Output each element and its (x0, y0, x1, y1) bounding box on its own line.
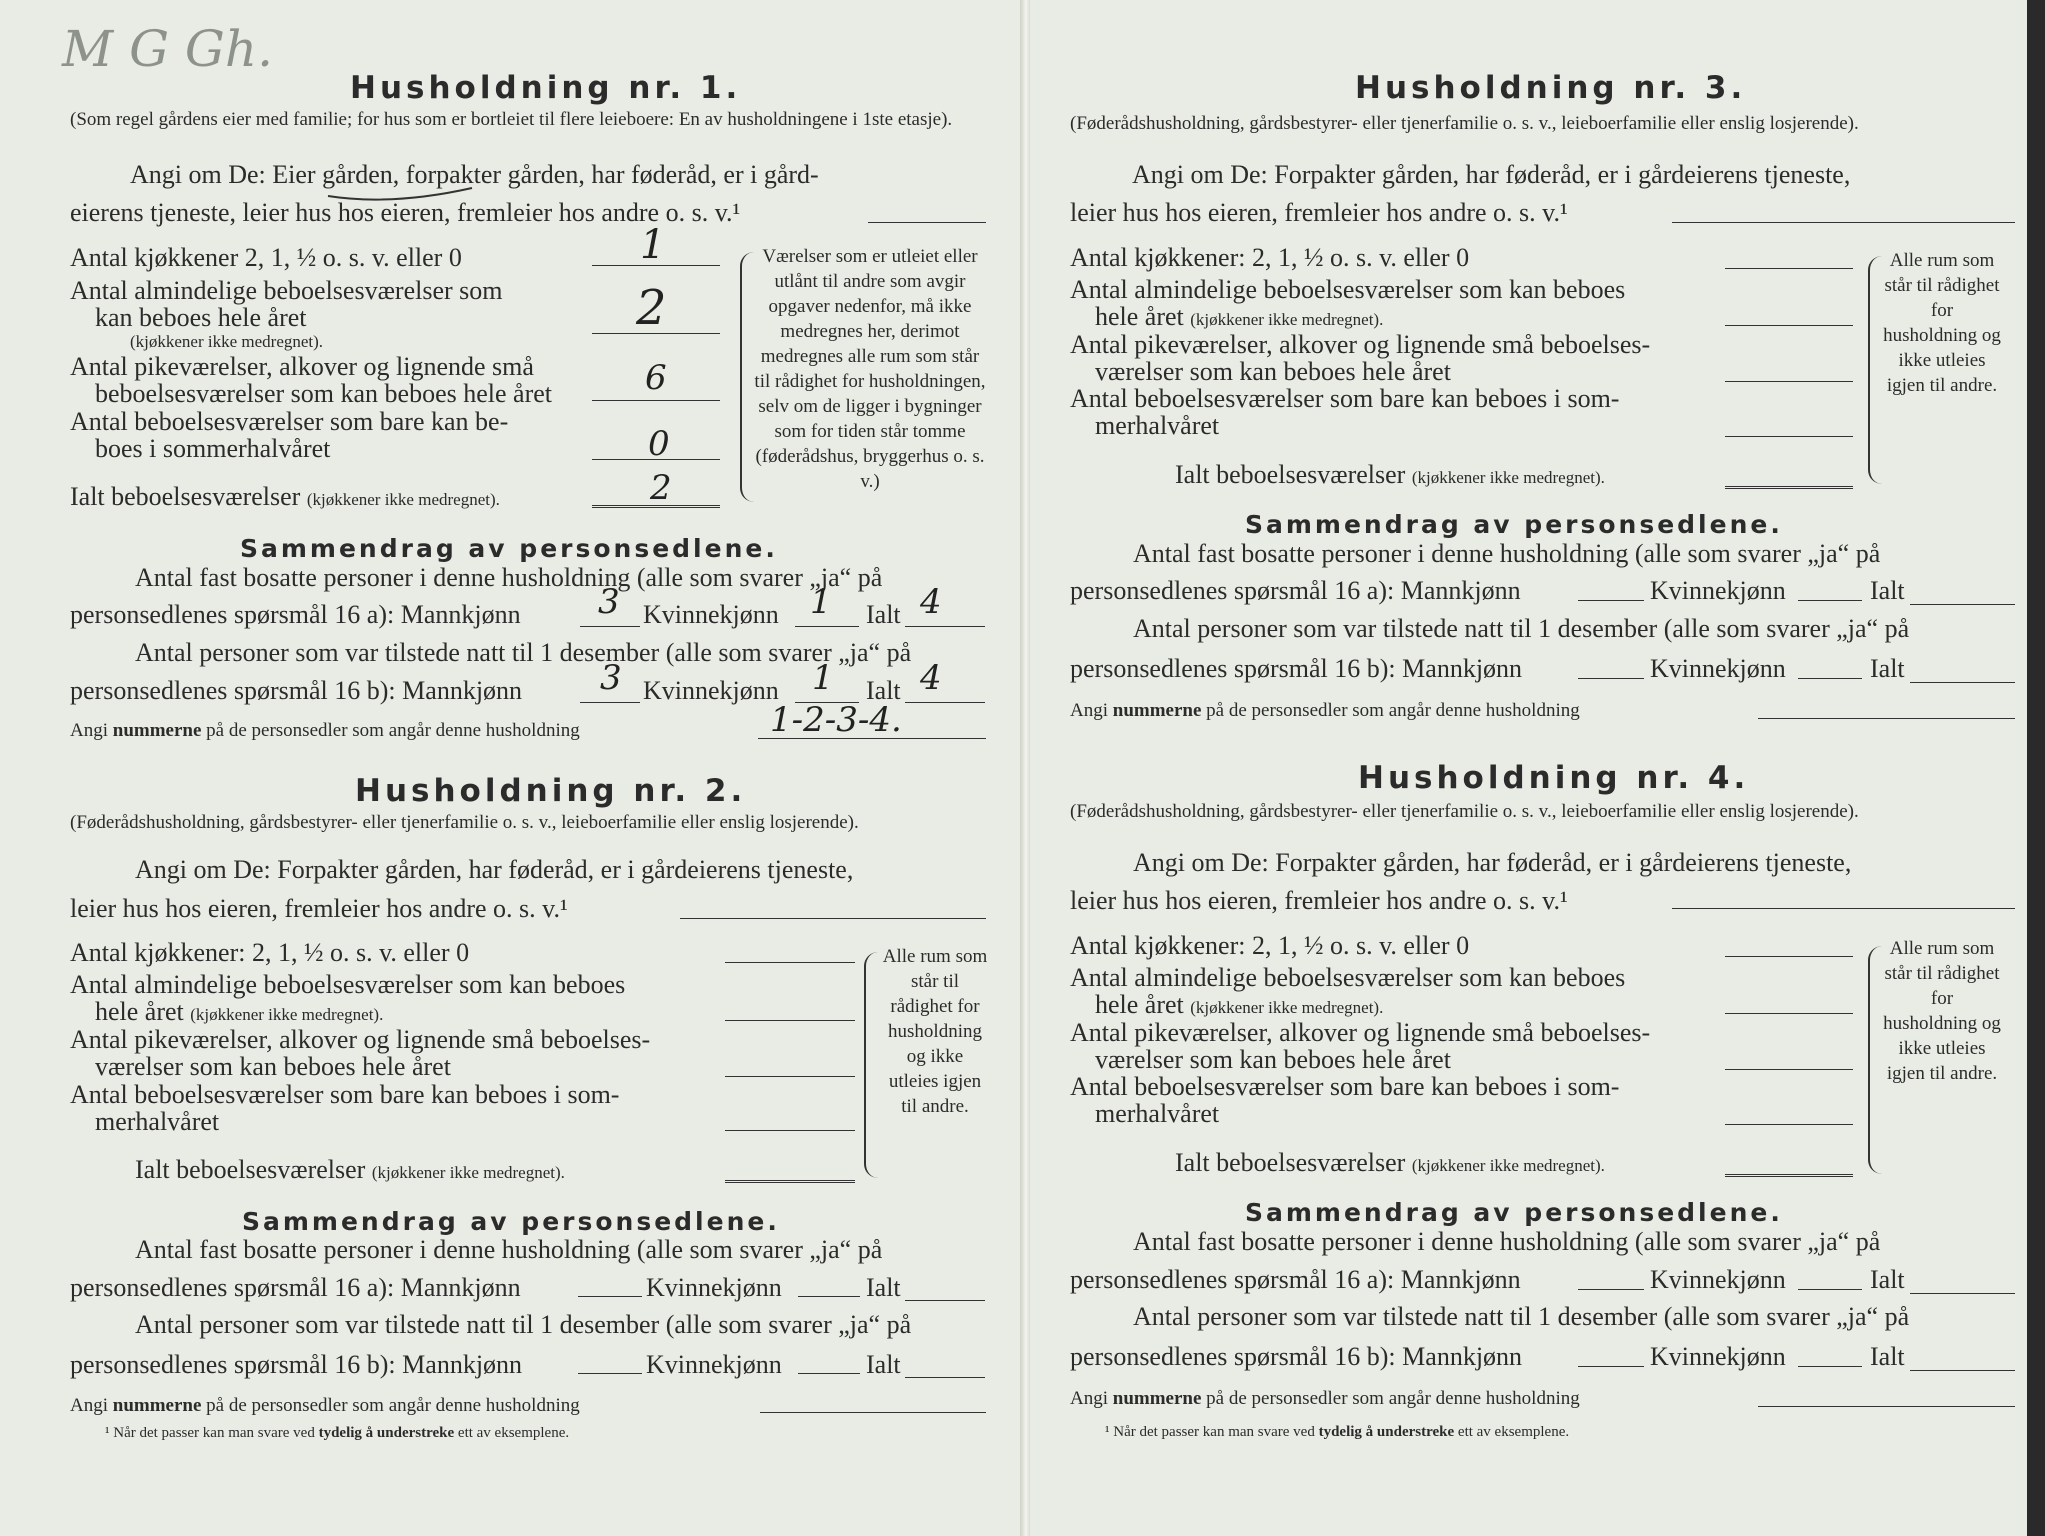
household-3-maid-label2: værelser som kan beboes hele året (1095, 357, 1451, 386)
household-4-sum-a-line1: Antal fast bosatte personer i denne husholdning (alle som svarer „ja“ på (1133, 1227, 1881, 1256)
household-3-maid-label1: Antal pikeværelser, alkover og lignende små beboelses- (1070, 330, 1651, 359)
ordinary-note: (kjøkkener ikke medregnet). (190, 1005, 384, 1024)
total-label: Ialt (866, 1350, 901, 1379)
line (795, 626, 859, 627)
line (1798, 600, 1862, 601)
sum-a-label: personsedlenes spørsmål 16 a): Mannkjønn (70, 600, 521, 629)
household-4-maid-label1: Antal pikeværelser, alkover og lignende små beboelses- (1070, 1018, 1651, 1047)
line (578, 1296, 642, 1297)
household-4-sum-a-line2: personsedlenes spørsmål 16 a): Mannkjønn (1070, 1265, 1521, 1294)
line (1725, 486, 1853, 489)
household-1-summer-label1: Antal beboelsesværelser som bare kan be- (70, 407, 509, 436)
line (1672, 222, 2015, 223)
numbers-bold: nummerne (1112, 1388, 1202, 1409)
numbers-post: på de personsedler som angår denne husholdning (206, 720, 580, 741)
household-4-title: Husholdning nr. 4. (1358, 760, 1750, 796)
line (580, 626, 640, 627)
household-4-subtitle: (Føderådshusholdning, gårdsbestyrer- eller tjenerfamilie o. s. v., leieboerfamilie eller enslig losjerende). (1070, 801, 1859, 822)
household-2-sum-a-line2: personsedlenes spørsmål 16 a): Mannkjønn (70, 1273, 521, 1302)
household-1-sum-b-line2 (70, 676, 522, 706)
household-4-numbers-label (1070, 1388, 1580, 1410)
household-1-kitchens-value: 1 (640, 222, 666, 268)
total-rooms-label: Ialt beboelsesværelser (1175, 460, 1406, 489)
numbers-pre: Angi (1070, 700, 1108, 721)
household-1-ordinary-value: 2 (636, 280, 667, 336)
household-2-sum-a-line1: Antal fast bosatte personer i denne husholdning (alle som svarer „ja“ på (135, 1235, 883, 1264)
sum-b-label: personsedlenes spørsmål 16 b): Mannkjønn (70, 676, 523, 705)
household-3-ordinary-label1: Antal almindelige beboelsesværelser som kan beboes (1070, 275, 1626, 304)
total-note: (kjøkkener ikke medregnet). (1411, 1156, 1605, 1175)
numbers-post: på de personsedler som angår denne husholdning (1206, 700, 1580, 721)
household-1-sum-a-line1: Antal fast bosatte personer i denne husholdning (alle som svarer „ja“ på (135, 563, 883, 592)
footnote-pre: ¹ Når det passer kan man svare ved (105, 1425, 315, 1441)
footnote-post: ett av eksemplene. (457, 1425, 570, 1441)
household-4-ordinary-label1: Antal almindelige beboelsesværelser som kan beboes (1070, 963, 1626, 992)
female-label: Kvinnekjønn (646, 1273, 782, 1302)
household-4-angi-line2: leier hus hos eieren, fremleier hos andre o. s. v.¹ (1070, 886, 1568, 915)
line (725, 1020, 855, 1021)
line (1725, 1013, 1853, 1014)
household-1-title: Husholdning nr. 1. (350, 70, 742, 106)
line (1725, 1069, 1853, 1070)
line (1672, 908, 2015, 909)
household-3-angi-line1: Angi om De: Forpakter gården, har føderåd, er i gårdeierens tjeneste, (1132, 160, 1851, 189)
household-1-female-a: 1 (810, 582, 832, 622)
footnote-post: ett av eksemplene. (1457, 1424, 1570, 1440)
household-2-total-label (135, 1155, 565, 1185)
numbers-post: på de personsedler som angår denne husholdning (206, 1395, 580, 1416)
household-1-maid-label1: Antal pikeværelser, alkover og lignende små (70, 352, 534, 381)
line (592, 459, 720, 460)
line (798, 1296, 860, 1297)
household-1-ordinary-label1: Antal almindelige beboelsesværelser som (70, 276, 503, 305)
left-footnote (105, 1425, 569, 1442)
ordinary-label2: hele året (95, 997, 184, 1026)
household-4-angi-line1: Angi om De: Forpakter gården, har føderåd, er i gårdeierens tjeneste, (1133, 848, 1852, 877)
household-1-maid-label2: beboelsesværelser som kan beboes hele året (95, 379, 553, 408)
right-page (1030, 0, 2045, 1536)
household-3-angi-line2: leier hus hos eieren, fremleier hos andre o. s. v.¹ (1070, 198, 1568, 227)
line (905, 1300, 985, 1301)
line (592, 265, 720, 266)
line (725, 1076, 855, 1077)
household-1-summary-title: Sammendrag av personsedlene. (240, 534, 778, 563)
line (592, 505, 720, 508)
total-label: Ialt (1870, 1265, 1905, 1294)
household-3-summary-title: Sammendrag av personsedlene. (1245, 510, 1783, 539)
female-label: Kvinnekjønn (1650, 1342, 1786, 1371)
household-2-numbers-label (70, 1395, 580, 1417)
household-2-subtitle: (Føderådshusholdning, gårdsbestyrer- eller tjenerfamilie o. s. v., leieboerfamilie eller enslig losjerende). (70, 812, 859, 833)
household-2-maid-label1: Antal pikeværelser, alkover og lignende små beboelses- (70, 1025, 651, 1054)
line (1798, 1366, 1862, 1367)
household-4-ordinary-label2 (1095, 990, 1383, 1020)
line (1578, 1289, 1644, 1290)
total-note: (kjøkkener ikke medregnet). (1411, 468, 1605, 487)
household-1-maid-value: 6 (645, 358, 667, 398)
total-label: Ialt (866, 1273, 901, 1302)
household-1-numbers-value: 1-2-3-4. (770, 700, 902, 740)
line (1725, 1124, 1853, 1125)
household-2-sum-b-line2: personsedlenes spørsmål 16 b): Mannkjønn (70, 1350, 523, 1379)
household-1-total-b: 4 (920, 658, 942, 698)
line (1725, 381, 1853, 382)
female-label: Kvinnekjønn (646, 1350, 782, 1379)
household-2-ordinary-label2 (95, 997, 383, 1027)
total-rooms-label: Ialt beboelsesværelser (135, 1155, 366, 1184)
household-4-side-note: Alle rum som står til rådighet for husholdning og ikke utleies igjen til andre. (1883, 938, 2001, 1084)
household-2-side-note: Alle rum som står til rådighet for husholdning og ikke utleies igjen til andre. (882, 946, 988, 1117)
household-4-maid-label2: værelser som kan beboes hele året (1095, 1045, 1451, 1074)
female-label: Kvinnekjønn (643, 600, 779, 629)
household-2-angi-line1: Angi om De: Forpakter gården, har føderåd, er i gårdeierens tjeneste, (135, 855, 854, 884)
line (1725, 325, 1853, 326)
household-4-kitchens-label: Antal kjøkkener: 2, 1, ½ o. s. v. eller 0 (1070, 931, 1470, 960)
scan-edge (2027, 0, 2045, 1536)
line (905, 626, 985, 627)
household-1-total-label (70, 482, 500, 512)
household-1-sum-a-line2 (70, 600, 521, 630)
household-1-male-b: 3 (600, 658, 622, 698)
household-2-title: Husholdning nr. 2. (355, 773, 747, 809)
line (798, 1373, 860, 1374)
female-label: Kvinnekjønn (643, 676, 779, 705)
household-4-summary-title: Sammendrag av personsedlene. (1245, 1198, 1783, 1227)
numbers-post: på de personsedler som angår denne husholdning (1206, 1388, 1580, 1409)
line (1910, 604, 2015, 605)
household-3-ordinary-label2 (1095, 302, 1383, 332)
line (905, 1377, 985, 1378)
household-3-summer-label1: Antal beboelsesværelser som bare kan beboes i som- (1070, 384, 1620, 413)
household-1-subtitle: (Som regel gårdens eier med familie; for hus som er bortleiet til flere leieboere: En av husholdningene i 1ste etasje). (70, 109, 953, 130)
line (1725, 956, 1853, 957)
brace (864, 952, 880, 1178)
household-3-numbers-label (1070, 700, 1580, 722)
household-4-total-label (1175, 1148, 1605, 1178)
line (1725, 268, 1853, 269)
household-1-summer-label2: boes i sommerhalvåret (95, 434, 331, 463)
right-footnote (1105, 1424, 1569, 1441)
numbers-pre: Angi (70, 1395, 108, 1416)
household-3-kitchens-label: Antal kjøkkener: 2, 1, ½ o. s. v. eller 0 (1070, 243, 1470, 272)
ordinary-label2: hele året (1095, 990, 1184, 1019)
line (725, 1180, 855, 1183)
line (680, 918, 986, 919)
line (580, 702, 640, 703)
household-3-sum-a-line2: personsedlenes spørsmål 16 a): Mannkjønn (1070, 576, 1521, 605)
household-3-side-note: Alle rum som står til rådighet for husholdning og ikke utleies igjen til andre. (1883, 250, 2001, 396)
left-page (0, 0, 1022, 1536)
total-rooms-label: Ialt beboelsesværelser (1175, 1148, 1406, 1177)
household-1-total-note: (kjøkkener ikke medregnet). (306, 490, 500, 509)
household-1-sum-b-line1: Antal personer som var tilstede natt til 1 desember (alle som svarer „ja“ på (135, 638, 912, 667)
line (1798, 678, 1862, 679)
corner-handwritten-mark: M G Gh. (62, 20, 273, 78)
line (758, 738, 986, 739)
household-1-ordinary-label2: kan beboes hele året (95, 303, 307, 332)
numbers-bold: nummerne (1112, 700, 1202, 721)
household-1-angi-line (868, 222, 986, 223)
total-note: (kjøkkener ikke medregnet). (371, 1163, 565, 1182)
line (1758, 718, 2015, 719)
household-3-sum-a-line1: Antal fast bosatte personer i denne husholdning (alle som svarer „ja“ på (1133, 539, 1881, 568)
household-1-side-note: Værelser som er utleiet eller utlånt til andre som avgir opgaver nedenfor, må ikke medregnes her, derimot medregnes alle rum som står til rådighet for husholdningen, selv om de ligger i bygninger som for tiden står tomme (føderådshus, bryggerhus o. s. v.) (754, 246, 986, 492)
total-label: Ialt (1870, 654, 1905, 683)
household-1-total-value: 2 (650, 468, 672, 508)
numbers-pre: Angi (70, 720, 108, 741)
total-label: Ialt (866, 600, 901, 629)
household-2-angi-line2: leier hus hos eieren, fremleier hos andre o. s. v.¹ (70, 894, 568, 923)
line (1910, 1293, 2015, 1294)
household-1-total-label-text: Ialt beboelsesværelser (70, 482, 301, 511)
line (592, 400, 720, 401)
household-2-summary-title: Sammendrag av personsedlene. (242, 1207, 780, 1236)
household-2-maid-label2: værelser som kan beboes hele året (95, 1052, 451, 1081)
household-1-angi-line2: eierens tjeneste, leier hus hos eieren, fremleier hos andre o. s. v.¹ (70, 198, 741, 227)
line (578, 1373, 642, 1374)
household-3-sum-b-line1: Antal personer som var tilstede natt til 1 desember (alle som svarer „ja“ på (1133, 614, 1910, 643)
line (760, 1412, 986, 1413)
line (725, 1130, 855, 1131)
line (1758, 1406, 2015, 1407)
line (1578, 678, 1644, 679)
line (1725, 1174, 1853, 1177)
household-4-sum-b-line1: Antal personer som var tilstede natt til 1 desember (alle som svarer „ja“ på (1133, 1302, 1910, 1331)
household-3-summer-label2: merhalvåret (1095, 411, 1220, 440)
footnote-bold: tydelig å understreke (318, 1425, 455, 1441)
line (1910, 682, 2015, 683)
line (1725, 436, 1853, 437)
household-4-summer-label2: merhalvåret (1095, 1099, 1220, 1128)
household-1-total-a: 4 (920, 582, 942, 622)
household-3-subtitle: (Føderådshusholdning, gårdsbestyrer- eller tjenerfamilie o. s. v., leieboerfamilie eller enslig losjerende). (1070, 113, 1859, 134)
household-1-male-a: 3 (598, 582, 620, 622)
ordinary-label2: hele året (1095, 302, 1184, 331)
household-1-female-b: 1 (812, 658, 834, 698)
line (1910, 1370, 2015, 1371)
line (1578, 600, 1644, 601)
total-label: Ialt (866, 676, 901, 705)
line (905, 702, 985, 703)
household-3-total-label (1175, 460, 1605, 490)
female-label: Kvinnekjønn (1650, 654, 1786, 683)
female-label: Kvinnekjønn (1650, 576, 1786, 605)
line (725, 962, 855, 963)
line (592, 333, 720, 334)
line (1578, 1366, 1644, 1367)
household-1-angi-text: Angi om De: Eier gården, forpakter gården, har føderåd, er i gård- (130, 160, 819, 189)
household-1-kitchens-label: Antal kjøkkener 2, 1, ½ o. s. v. eller 0 (70, 243, 462, 272)
ordinary-note: (kjøkkener ikke medregnet). (1190, 998, 1384, 1017)
household-2-kitchens-label: Antal kjøkkener: 2, 1, ½ o. s. v. eller 0 (70, 938, 470, 967)
household-3-title: Husholdning nr. 3. (1355, 70, 1747, 106)
numbers-bold: nummerne (112, 1395, 202, 1416)
ordinary-note: (kjøkkener ikke medregnet). (1190, 310, 1384, 329)
household-2-sum-b-line1: Antal personer som var tilstede natt til 1 desember (alle som svarer „ja“ på (135, 1310, 912, 1339)
total-label: Ialt (1870, 576, 1905, 605)
total-label: Ialt (1870, 1342, 1905, 1371)
household-2-summer-label2: merhalvåret (95, 1107, 220, 1136)
household-2-ordinary-label1: Antal almindelige beboelsesværelser som kan beboes (70, 970, 626, 999)
household-4-sum-b-line2: personsedlenes spørsmål 16 b): Mannkjønn (1070, 1342, 1523, 1371)
female-label: Kvinnekjønn (1650, 1265, 1786, 1294)
footnote-bold: tydelig å understreke (1318, 1424, 1455, 1440)
household-3-sum-b-line2: personsedlenes spørsmål 16 b): Mannkjønn (1070, 654, 1523, 683)
household-1-summer-value: 0 (648, 424, 670, 464)
numbers-pre: Angi (1070, 1388, 1108, 1409)
household-4-summer-label1: Antal beboelsesværelser som bare kan beboes i som- (1070, 1072, 1620, 1101)
numbers-bold: nummerne (112, 720, 202, 741)
household-1-numbers-label (70, 720, 580, 742)
line (1798, 1289, 1862, 1290)
footnote-pre: ¹ Når det passer kan man svare ved (1105, 1424, 1315, 1440)
household-1-ordinary-note: (kjøkkener ikke medregnet). (130, 332, 324, 351)
household-2-summer-label1: Antal beboelsesværelser som bare kan beboes i som- (70, 1080, 620, 1109)
